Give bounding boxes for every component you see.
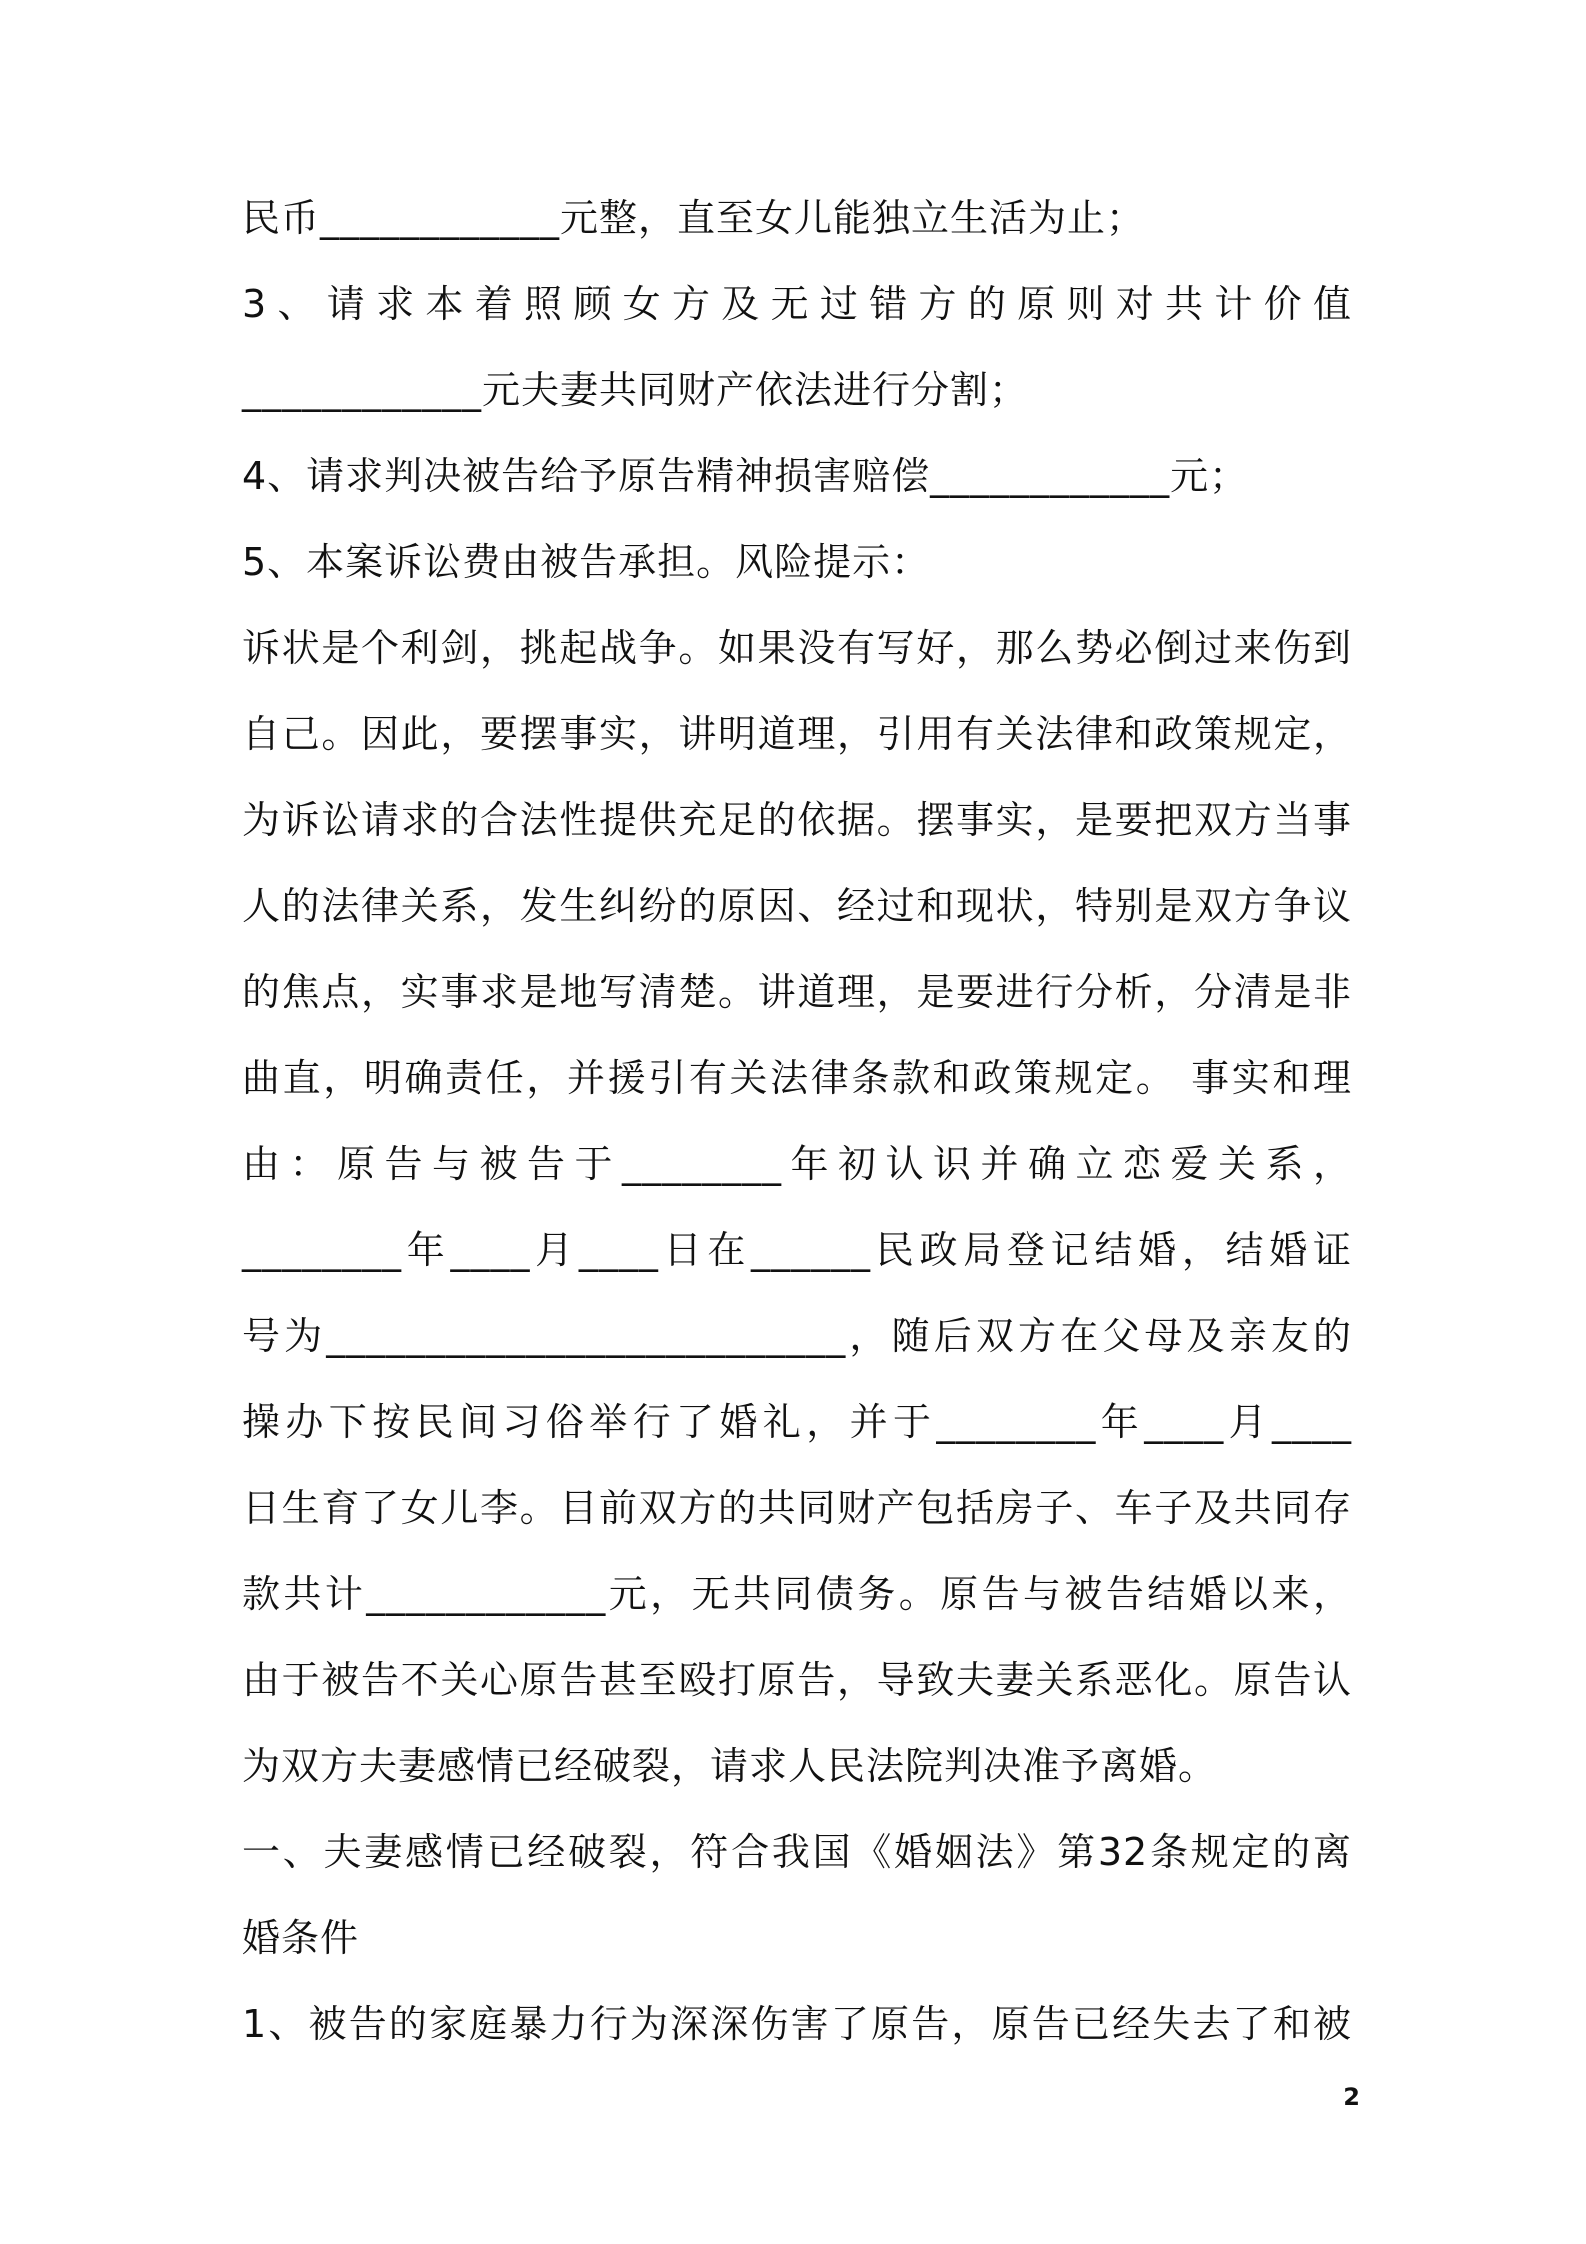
- text-line: 民币____________元整，直至女儿能独立生活为止；: [242, 196, 1146, 240]
- text-line: 5、本案诉讼费由被告承担。风险提示：: [242, 540, 931, 584]
- text-line: 由：原告与被告于________年初认识并确立恋爱关系，: [242, 1142, 1352, 1186]
- text-line: 诉状是个利剑，挑起战争。如果没有写好，那么势必倒过来伤到: [242, 626, 1352, 670]
- text-line: 1、被告的家庭暴力行为深深伤害了原告，原告已经失去了和被: [242, 2002, 1352, 2046]
- text-line: ____________元夫妻共同财产依法进行分割；: [242, 368, 1029, 412]
- text-line: 曲直，明确责任，并援引有关法律条款和政策规定。 事实和理: [242, 1056, 1352, 1100]
- text-line: 3、请求本着照顾女方及无过错方的原则对共计价值: [242, 282, 1352, 326]
- text-line: 日生育了女儿李。目前双方的共同财产包括房子、车子及共同存: [242, 1486, 1352, 1530]
- page-number: 2: [1343, 2083, 1360, 2111]
- text-line: 人的法律关系，发生纠纷的原因、经过和现状，特别是双方争议: [242, 884, 1352, 928]
- text-line: 为诉讼请求的合法性提供充足的依据。摆事实，是要把双方当事: [242, 798, 1352, 842]
- text-line: 操办下按民间习俗举行了婚礼，并于________年____月____: [242, 1400, 1352, 1444]
- text-line: 4、请求判决被告给予原告精神损害赔偿____________元；: [242, 454, 1249, 498]
- text-line: 的焦点，实事求是地写清楚。讲道理，是要进行分析，分清是非: [242, 970, 1352, 1014]
- text-line: 自己。因此，要摆事实，讲明道理，引用有关法律和政策规定，: [242, 712, 1352, 756]
- text-line: 为双方夫妻感情已经破裂，请求人民法院判决准予离婚。: [242, 1744, 1218, 1788]
- text-line: 婚条件: [242, 1916, 360, 1960]
- text-line: 由于被告不关心原告甚至殴打原告，导致夫妻关系恶化。原告认: [242, 1658, 1352, 1702]
- text-line: 一、夫妻感情已经破裂，符合我国《婚姻法》第32条规定的离: [242, 1830, 1352, 1874]
- text-line: 款共计____________元，无共同债务。原告与被告结婚以来，: [242, 1572, 1352, 1616]
- text-line: ________年____月____日在______民政局登记结婚，结婚证: [242, 1228, 1352, 1272]
- text-line: 号为__________________________，随后双方在父母及亲友的: [242, 1314, 1352, 1358]
